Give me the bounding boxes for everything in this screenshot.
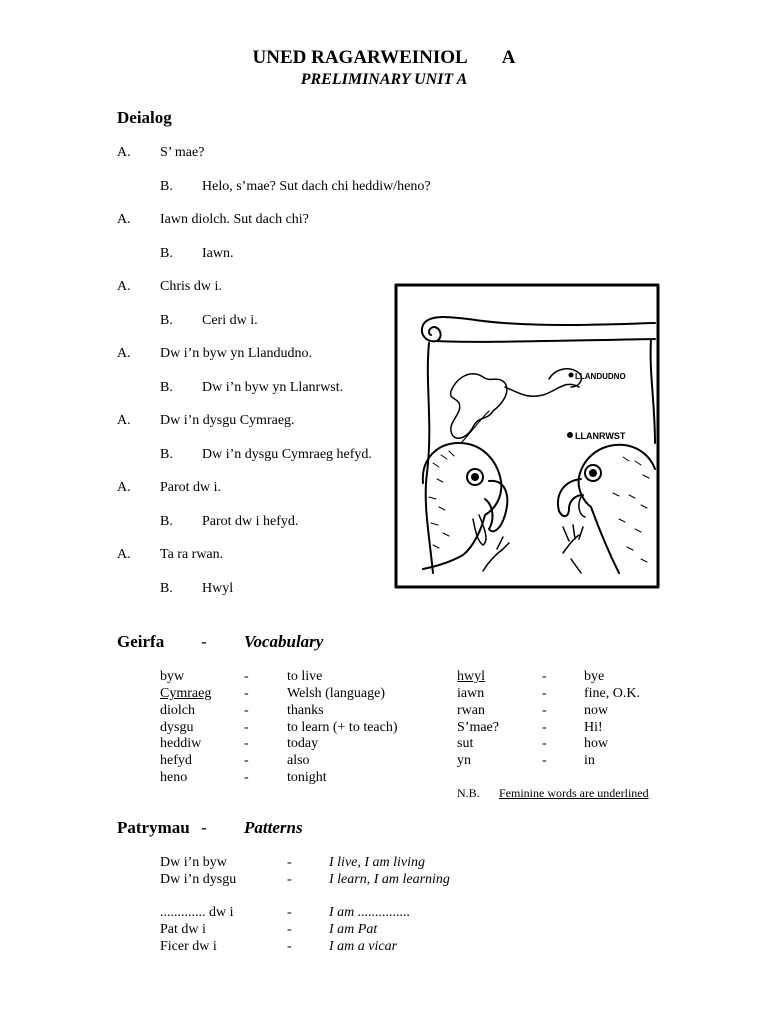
vocab-english: to learn (+ to teach)	[287, 720, 398, 735]
vocab-welsh: rwan	[457, 703, 485, 718]
title-main: UNED RAGARWEINIOL	[252, 47, 468, 68]
pattern-english: I learn, I am learning	[329, 872, 450, 887]
parrots-map-illustration	[393, 283, 661, 591]
pattern-welsh: ............. dw i	[160, 905, 234, 920]
vocab-english: now	[584, 703, 609, 718]
pattern-english: I live, I am living	[329, 855, 426, 870]
vocab-dash: -	[244, 703, 249, 718]
map-label-llandudno: LLANDUDNO	[575, 372, 626, 381]
pattern-dash: -	[287, 939, 292, 954]
pattern-dash: -	[287, 872, 292, 887]
vocab-english: today	[287, 736, 319, 751]
vocab-dash: -	[244, 753, 249, 768]
speaker-label: B.	[160, 380, 173, 395]
vocab-english: also	[287, 753, 310, 768]
scroll-top	[423, 317, 655, 325]
dialogue-line: Dw i’n dysgu Cymraeg.	[160, 413, 295, 428]
pattern-welsh: Dw i’n dysgu	[160, 872, 237, 887]
vocab-welsh: diolch	[160, 703, 195, 718]
right-parrot	[579, 445, 655, 573]
page-subtitle: PRELIMINARY UNIT A	[300, 71, 468, 88]
speaker-label: A.	[117, 413, 131, 428]
nb-note: Feminine words are underlined	[499, 786, 649, 800]
patterns-heading-en: Patterns	[244, 818, 303, 837]
vocab-dash: -	[244, 720, 249, 735]
vocab-english: Welsh (language)	[287, 686, 385, 701]
vocab-dash: -	[244, 686, 249, 701]
vocab-dash: -	[244, 770, 249, 785]
speaker-label: B.	[160, 246, 173, 261]
map-dot-llandudno	[569, 373, 574, 378]
pattern-english: I am ...............	[329, 905, 411, 920]
vocabulary-heading-dash: -	[201, 632, 207, 651]
speaker-label: A.	[117, 145, 131, 160]
dialogue-line: Iawn diolch. Sut dach chi?	[160, 212, 309, 227]
vocab-english: in	[584, 753, 595, 768]
vocab-dash: -	[542, 669, 547, 684]
dialogue-heading: Deialog	[117, 108, 172, 127]
dialogue-line: Helo, s’mae? Sut dach chi heddiw/heno?	[202, 179, 431, 194]
vocab-welsh: Cymraeg	[160, 686, 212, 701]
vocab-dash: -	[244, 736, 249, 751]
vocab-dash: -	[542, 736, 547, 751]
dialogue-line: Ta ra rwan.	[160, 547, 224, 562]
pattern-english: I am a vicar	[329, 939, 398, 954]
dialogue-line: Parot dw i hefyd.	[202, 514, 299, 529]
patterns-heading: Patrymau	[117, 818, 190, 837]
dialogue-line: Chris dw i.	[160, 279, 222, 294]
dialogue-line: Parot dw i.	[160, 480, 222, 495]
speaker-label: B.	[160, 581, 173, 596]
dialogue-line: Ceri dw i.	[202, 313, 258, 328]
vocab-english: to live	[287, 669, 323, 684]
speaker-label: B.	[160, 447, 173, 462]
pattern-welsh: Ficer dw i	[160, 939, 217, 954]
vocab-dash: -	[542, 686, 547, 701]
pattern-dash: -	[287, 922, 292, 937]
speaker-label: A.	[117, 480, 131, 495]
vocab-english: bye	[584, 669, 605, 684]
vocab-english: tonight	[287, 770, 327, 785]
vocab-dash: -	[542, 753, 547, 768]
vocabulary-heading-en: Vocabulary	[244, 632, 324, 651]
map-label-llanrwst: LLANRWST	[575, 431, 626, 441]
dialogue-line: Iawn.	[202, 246, 234, 261]
vocab-welsh: heddiw	[160, 736, 202, 751]
vocab-welsh: S’mae?	[457, 720, 499, 735]
speaker-label: B.	[160, 514, 173, 529]
vocab-welsh: yn	[457, 753, 471, 768]
vocab-english: fine, O.K.	[584, 686, 640, 701]
dialogue-line: Hwyl	[202, 581, 234, 596]
pattern-english: I am Pat	[329, 922, 378, 937]
page-title	[0, 47, 768, 69]
vocab-dash: -	[244, 669, 249, 684]
speaker-label: A.	[117, 279, 131, 294]
vocab-welsh: hwyl	[457, 669, 485, 684]
speaker-label: A.	[117, 212, 131, 227]
title-letter: A	[501, 47, 516, 68]
vocab-welsh: byw	[160, 669, 185, 684]
vocab-welsh: heno	[160, 770, 188, 785]
vocab-dash: -	[542, 703, 547, 718]
vocab-english: how	[584, 736, 609, 751]
speaker-label: B.	[160, 179, 173, 194]
map-coastline	[451, 374, 507, 438]
dialogue-line: Dw i’n byw yn Llanrwst.	[202, 380, 344, 395]
nb-label: N.B.	[457, 786, 480, 800]
vocab-dash: -	[542, 720, 547, 735]
vocab-english: Hi!	[584, 720, 603, 735]
speaker-label: B.	[160, 313, 173, 328]
map-dot-llanrwst	[567, 432, 573, 438]
speaker-label: A.	[117, 547, 131, 562]
dialogue-line: Dw i’n byw yn Llandudno.	[160, 346, 313, 361]
vocab-welsh: dysgu	[160, 720, 194, 735]
vocab-english: thanks	[287, 703, 324, 718]
dialogue-line: S’ mae?	[160, 145, 205, 160]
pattern-dash: -	[287, 905, 292, 920]
vocab-welsh: sut	[457, 736, 474, 751]
dialogue-line: Dw i’n dysgu Cymraeg hefyd.	[202, 447, 372, 462]
vocabulary-heading: Geirfa	[117, 632, 165, 651]
speaker-label: A.	[117, 346, 131, 361]
patterns-heading-dash: -	[201, 818, 207, 837]
vocab-welsh: hefyd	[160, 753, 192, 768]
pattern-welsh: Pat dw i	[160, 922, 206, 937]
pattern-dash: -	[287, 855, 292, 870]
pattern-welsh: Dw i’n byw	[160, 855, 227, 870]
vocab-welsh: iawn	[457, 686, 485, 701]
